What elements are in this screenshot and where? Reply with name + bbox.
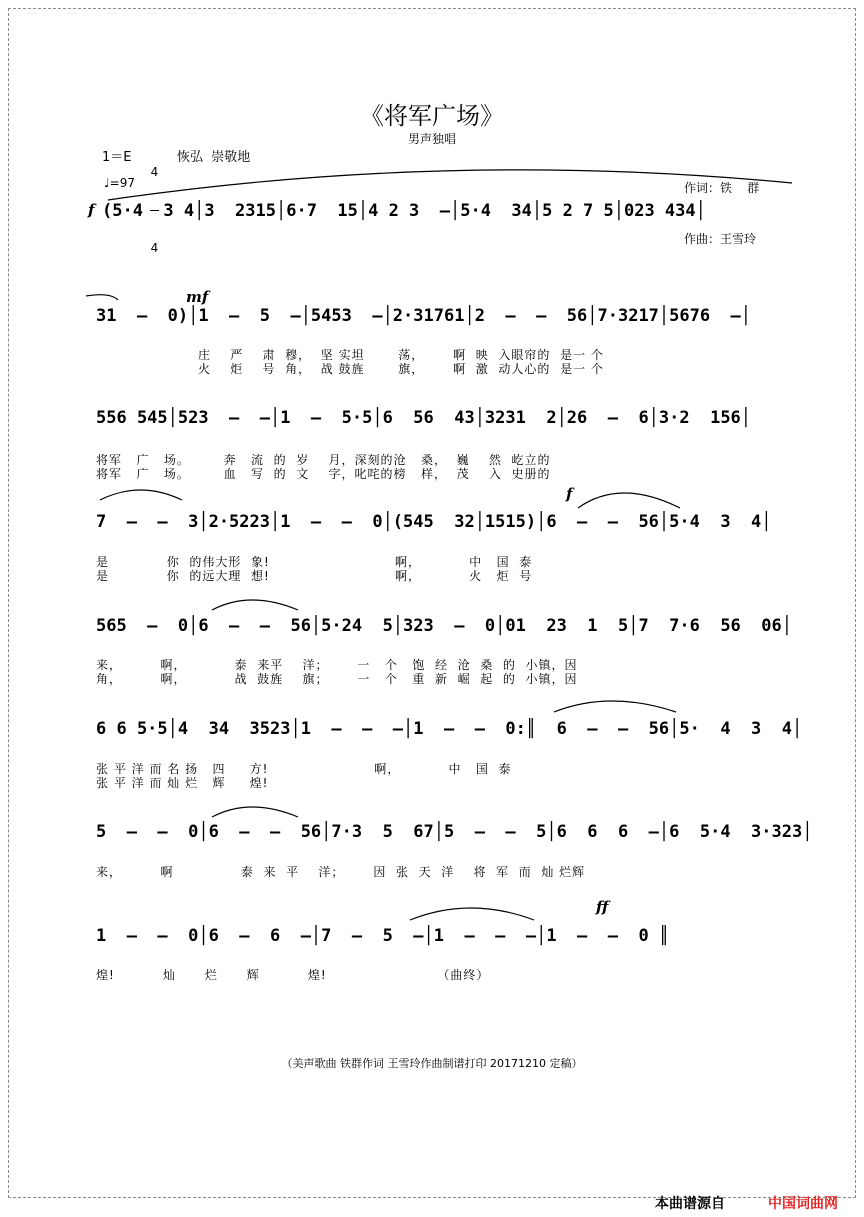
- notation-line: 31 – 0)│1 – 5 –│5453 –│2·31761│2 – – 56│7·3217│5676 –│: [96, 306, 752, 326]
- notation-line: 6 6 5·5│4 34 3523│1 – – –│1 – – 0:║ 6 – – 56│5· 4 3 4│: [96, 719, 803, 739]
- dynamic-mark: mf: [186, 288, 209, 306]
- tempo-marking: 恢弘 崇敬地: [177, 150, 251, 165]
- bpm-value: =97: [109, 176, 135, 190]
- lyrics-verse-2: 是 你 的远大理 想! 啊， 火 炬 号: [96, 569, 533, 583]
- lyricist: 作词：铁 群: [684, 181, 760, 195]
- meter-top: 4: [150, 165, 159, 179]
- lyrics-verse-1: 来， 啊 泰 来 平 洋； 因 张 天 洋 将 军 而 灿 烂辉: [96, 865, 586, 879]
- meter-bottom: 4: [150, 241, 159, 255]
- composer: 作曲：王雪玲: [684, 232, 757, 246]
- lyrics-verse-2: 火 炬 号 角， 战 鼓旌 旗， 啊 激 动人心的 是一 个: [198, 362, 604, 376]
- notation-line: (5·4 3 4│3 2315│6·7 15│4 2 3 –│5·4 34│5 2 7 5│023 434│: [102, 201, 706, 221]
- lyrics-verse-1: 煌! 灿 烂 辉 煌! （曲终）: [96, 968, 490, 982]
- watermark-source: 本曲谱源自: [655, 1196, 725, 1212]
- song-subtitle: 男声独唱: [407, 132, 456, 146]
- dynamic-mark: f: [88, 201, 95, 219]
- notation-line: 5 – – 0│6 – – 56│7·3 5 67│5 – – 5│6 6 6 –│6 5·4 3·323│: [96, 822, 813, 842]
- dynamic-mark: ff: [596, 898, 609, 916]
- quarter-note-icon: ♩: [104, 176, 110, 190]
- lyrics-verse-2: 张 平 洋 而 灿 烂 辉 煌!: [96, 776, 269, 790]
- lyrics-verse-1: 庄 严 肃 穆， 坚 实坦 荡， 啊 映 入眼帘的 是一 个: [198, 348, 604, 362]
- lyrics-verse-1: 张 平 洋 而 名 扬 四 方! 啊， 中 国 泰: [96, 762, 512, 776]
- notation-line: 565 – 0│6 – – 56│5·24 5│323 – 0│01 23 1 5│7 7·6 56 06│: [96, 616, 792, 636]
- footer-note: （美声歌曲 铁群作词 王雪玲作曲制谱打印 20171210 定稿）: [281, 1057, 583, 1070]
- lyrics-verse-1: 是 你 的伟大形 象! 啊， 中 国 泰: [96, 555, 533, 569]
- metronome-mark: [104, 176, 135, 190]
- lyrics-verse-1: 将军 广 场。 奔 流 的 岁 月，深刻的沧 桑， 巍 然 屹立的: [96, 453, 551, 467]
- watermark-site[interactable]: 中国词曲网: [768, 1196, 838, 1212]
- key-signature: 1＝E: [102, 150, 132, 165]
- notation-line: 1 – – 0│6 – 6 –│7 – 5 –│1 – – –│1 – – 0 ║: [96, 926, 670, 946]
- lyrics-verse-2: 将军 广 场。 血 写 的 文 字，叱咤的榜 样， 茂 入 史册的: [96, 467, 551, 481]
- notation-line: 7 – – 3│2·5223│1 – – 0│(545 32│1515)│6 – – 56│5·4 3 4│: [96, 512, 772, 532]
- lyrics-verse-1: 来， 啊， 泰 来平 洋； 一 个 饱 经 沧 桑 的 小镇，因: [96, 658, 578, 672]
- dynamic-mark: f: [566, 485, 573, 503]
- notation-line: 556 545│523 – –│1 – 5·5│6 56 43│3231 2│26 – 6│3·2 156│: [96, 408, 752, 428]
- lyrics-verse-2: 角， 啊， 战 鼓旌 旗； 一 个 重 新 崛 起 的 小镇，因: [96, 672, 578, 686]
- song-title: 《将军广场》: [360, 102, 504, 130]
